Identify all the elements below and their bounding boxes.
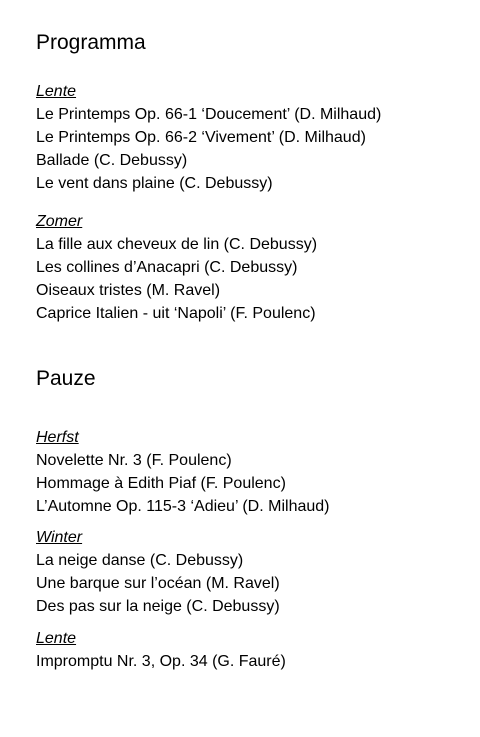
list-item: Hommage à Edith Piaf (F. Poulenc) [36, 475, 286, 492]
list-item: Des pas sur la neige (C. Debussy) [36, 598, 280, 615]
list-item: Le Printemps Op. 66-1 ‘Doucement’ (D. Milhaud) [36, 106, 382, 123]
list-item: L’Automne Op. 115-3 ‘Adieu’ (D. Milhaud) [36, 498, 330, 515]
list-item: Le vent dans plaine (C. Debussy) [36, 175, 273, 192]
list-item: Caprice Italien - uit ‘Napoli’ (F. Poulenc) [36, 305, 316, 322]
list-item: Le Printemps Op. 66-2 ‘Vivement’ (D. Milhaud) [36, 129, 366, 146]
list-item: Novelette Nr. 3 (F. Poulenc) [36, 452, 232, 469]
section-title: Zomer [36, 213, 83, 230]
section-title: Lente [36, 630, 77, 647]
section-title: Herfst [36, 429, 79, 446]
section-winter [36, 526, 466, 618]
page-title: Programma [36, 31, 146, 54]
section-lente-2 [36, 627, 466, 673]
section-title: Winter [36, 529, 83, 546]
pause-heading: Pauze [36, 367, 96, 390]
list-item: Ballade (C. Debussy) [36, 152, 188, 169]
list-item: La fille aux cheveux de lin (C. Debussy) [36, 236, 318, 253]
section-lente [36, 80, 466, 195]
list-item: Impromptu Nr. 3, Op. 34 (G. Fauré) [36, 653, 286, 670]
list-item: La neige danse (C. Debussy) [36, 552, 244, 569]
list-item: Une barque sur l’océan (M. Ravel) [36, 575, 280, 592]
section-herfst [36, 426, 466, 518]
list-item: Les collines d’Anacapri (C. Debussy) [36, 259, 298, 276]
section-title: Lente [36, 83, 77, 100]
section-zomer [36, 210, 466, 325]
list-item: Oiseaux tristes (M. Ravel) [36, 282, 221, 299]
